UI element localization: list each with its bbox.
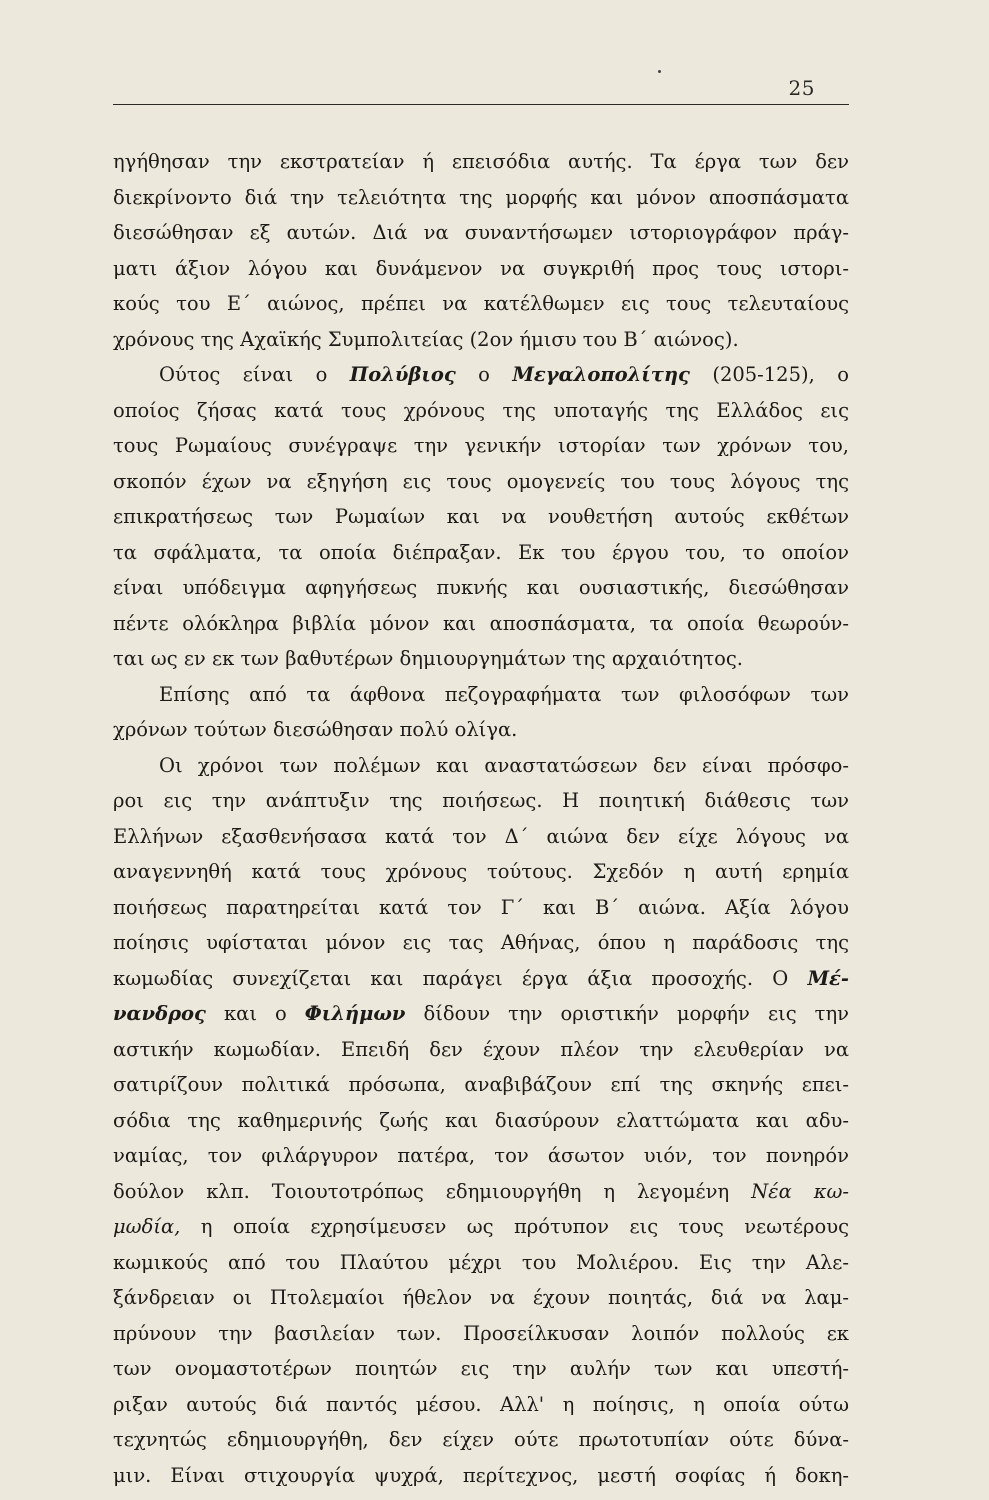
text-segment: είναι υπόδειγμα αφηγήσεως πυκνής και ουσιαστικής, διεσώθησαν [113,576,849,599]
text-line [113,251,849,287]
text-line [113,641,849,677]
text-segment: διεκρίνοντο διά την τελειότητα της μορφής και μόνον αποσπάσματα [113,185,849,209]
text-segment: χρόνων τούτων διεσώθησαν πολύ ολίγα. [113,718,518,741]
text-line [113,144,849,180]
emphasized-text: νανδρος [113,1002,206,1025]
emphasized-text: μωδία, [113,1215,181,1238]
text-segment: ναμίας, τον φιλάργυρον πατέρα, τον άσωτον υιόν, τον πονηρόν [113,1144,849,1167]
text-segment: ξάνδρειαν οι Πτολεμαίοι ήθελον να έχουν ποιητάς, διά να λαμ- [113,1286,849,1309]
text-line [113,215,849,251]
text-segment: μιν. Είναι στιχουργία ψυχρά, περίτεχνος, μεστή σοφίας ή δοκη- [113,1463,849,1487]
text-segment: σατιρίζουν πολιτικά πρόσωπα, αναβιβάζουν επί της σκηνής επει- [113,1073,849,1096]
text-line [113,570,849,606]
emphasized-text: Νέα κω- [751,1179,849,1203]
text-line [113,1209,849,1245]
text-segment: χρόνους της Αχαϊκής Συμπολιτείας (2ον ήμισυ του Β΄ αιώνος). [113,327,739,351]
text-segment: σκοπόν έχων να εξηγήση εις τους ομογενείς του τους λόγους της [113,469,849,493]
text-line [113,464,849,500]
emphasized-text: Μεγαλοπολίτης [512,363,690,386]
text-line [113,1138,849,1174]
text-segment: Οι χρόνοι των πολέμων και αναστατώσεων δεν είναι πρόσφο- [159,753,849,777]
text-segment: ροι εις την ανάπτυξιν της ποιήσεως. Η ποιητική διάθεσις των [113,789,849,812]
text-line [113,1245,849,1281]
emphasized-text: Φιλήμων [304,1002,406,1025]
header-rule [113,104,849,105]
text-line [113,180,849,216]
text-line [113,1458,849,1494]
emphasized-text: Πολύβιος [349,363,456,386]
text-line [113,535,849,571]
text-line [113,1351,849,1387]
text-line [113,712,849,748]
page-number: 25 [788,76,815,100]
text-segment: αναγεννηθή κατά τους χρόνους τούτους. Σχεδόν η αυτή ερημία [113,860,849,883]
text-line [113,393,849,429]
text-line [113,819,849,855]
body-text [113,144,849,1493]
text-segment: σόδια της καθημερινής ζωής και διασύρουν ελαττώματα και αδυ- [113,1108,849,1132]
text-segment: οποίος ζήσας κατά τους χρόνους της υποταγής της Ελλάδος εις [113,398,849,422]
emphasized-text: Μέ- [807,966,849,990]
text-line [113,925,849,961]
text-segment: και ο [205,1002,305,1025]
text-segment: των ονομαστοτέρων ποιητών εις την αυλήν των και υπεστή- [113,1357,849,1380]
text-line [113,854,849,890]
text-segment: κούς του Ε΄ αιώνος, πρέπει να κατέλθωμεν εις τους τελευταίους [113,292,849,315]
text-line [113,1316,849,1352]
print-speck [658,70,661,73]
text-segment: ηγήθησαν την εκστρατείαν ή επεισόδια αυτής. Τα έργα των δεν [113,150,849,173]
text-segment: αστικήν κωμωδίαν. Επειδή δεν έχουν πλέον την ελευθερίαν να [113,1037,849,1061]
text-line [113,428,849,464]
text-line [113,322,849,358]
text-line [113,677,849,713]
text-segment: ποίησις υφίσταται μόνον εις τας Αθήνας, όπου η παράδοσις της [113,931,849,954]
text-segment: πρύνουν την βασιλείαν των. Προσείλκυσαν λοιπόν πολλούς εκ [113,1321,849,1345]
text-segment: δίδουν την οριστικήν μορφήν εις την [405,1002,849,1025]
text-segment: Ούτος είναι ο [159,363,350,386]
text-segment: κωμωδίας συνεχίζεται και παράγει έργα άξια προσοχής. Ο [113,966,808,990]
text-line [113,996,849,1032]
text-line [113,1032,849,1068]
text-segment: Ελλήνων εξασθενήσασα κατά τον Δ΄ αιώνα δεν είχε λόγους να [113,824,849,848]
text-segment: Επίσης από τα άφθονα πεζογραφήματα των φιλοσόφων των [159,682,849,706]
text-segment: ριξαν αυτούς διά παντός μέσου. Αλλ' η ποίησις, η οποία ούτω [113,1392,849,1416]
text-line [113,1422,849,1458]
text-line [113,1387,849,1423]
text-segment: τεχνητώς εδημιουργήθη, δεν είχεν ούτε πρωτοτυπίαν ούτε δύνα- [113,1428,849,1451]
text-segment: η οποία εχρησίμευσεν ως πρότυπον εις τους νεωτέρους [180,1215,849,1238]
text-line [113,606,849,642]
text-line [113,357,849,393]
text-line [113,1280,849,1316]
text-line [113,1103,849,1139]
text-line [113,748,849,784]
text-segment: τους Ρωμαίους συνέγραψε την γενικήν ιστορίαν των χρόνων του, [113,434,849,457]
text-line [113,1174,849,1210]
text-segment: (205-125), ο [689,363,849,386]
text-segment: τα σφάλματα, τα οποία διέπραξαν. Εκ του έργου του, το οποίον [113,540,849,564]
text-line [113,286,849,322]
text-line [113,890,849,926]
text-segment: ποιήσεως παρατηρείται κατά τον Γ΄ και Β΄ αιώνα. Αξία λόγου [113,895,849,919]
text-segment: δούλον κλπ. Τοιουτοτρόπως εδημιουργήθη η λεγομένη [113,1179,752,1203]
text-segment: επικρατήσεως των Ρωμαίων και να νουθετήση αυτούς εκθέτων [113,505,849,528]
text-line [113,783,849,819]
text-segment: διεσώθησαν εξ αυτών. Διά να συναντήσωμεν ιστοριογράφον πράγ- [113,221,849,244]
text-line [113,961,849,997]
text-segment: κωμικούς από του Πλαύτου μέχρι του Μολιέρου. Εις την Αλε- [113,1250,849,1274]
text-segment: ο [455,363,513,386]
text-segment: ματι άξιον λόγου και δυνάμενον να συγκριθή προς τους ιστορι- [113,256,849,280]
text-segment: πέντε ολόκληρα βιβλία μόνον και αποσπάσματα, τα οποία θεωρούν- [113,611,849,635]
text-line [113,499,849,535]
text-segment: ται ως εν εκ των βαθυτέρων δημιουργημάτων της αρχαιότητος. [113,647,743,670]
text-line [113,1067,849,1103]
